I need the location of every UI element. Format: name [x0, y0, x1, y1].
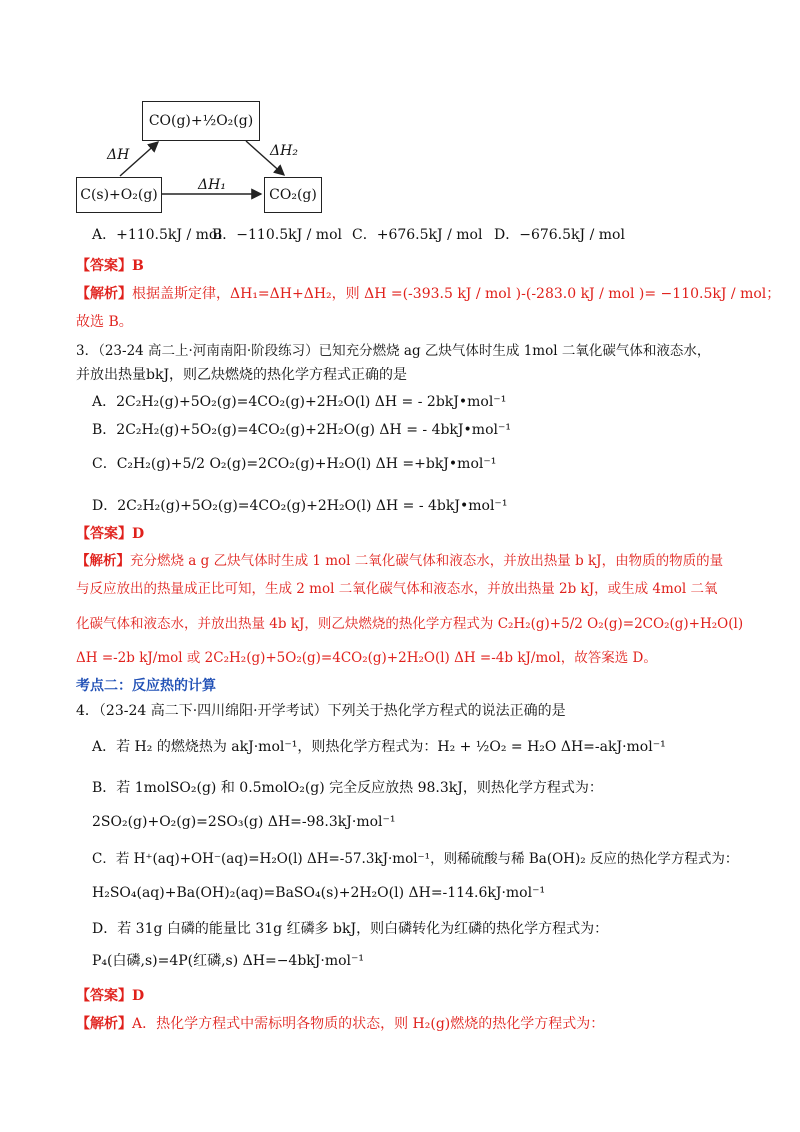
analysis-text: 根据盖斯定律，ΔH₁=ΔH+ΔH₂，则 ΔH =(-393.5 kJ / mol )-(-283.0 kJ / mol )= −110.5kJ / mol； — [132, 286, 781, 302]
analysis-text: 充分燃烧 a g 乙炔气体时生成 1 mol 二氧化碳气体和液态水，并放出热量 b kJ，由物质的物质的量 — [130, 553, 724, 569]
q4-option-b-line1: B．若 1molSO₂(g) 和 0.5molO₂(g) 完全反应放热 98.3kJ，则热化学方程式为： — [92, 780, 603, 796]
q2-option-a: A．+110.5kJ / mol — [92, 227, 222, 243]
q3-stem-line2: 并放出热量bkJ，则乙炔燃烧的热化学方程式正确的是 — [76, 367, 408, 383]
answer-value: D — [132, 526, 145, 542]
q4-answer — [76, 988, 144, 1005]
right-arrow-label: ΔH₂ — [270, 143, 298, 159]
q3-option-c: C．C₂H₂(g)+5/2 O₂(g)=2CO₂(g)+H₂O(l) ΔH =+bkJ•mol⁻¹ — [92, 456, 497, 472]
q2-option-d: D．−676.5kJ / mol — [494, 227, 625, 243]
right-box-label: CO₂(g) — [269, 187, 317, 203]
diagram-arrows — [0, 0, 800, 240]
q3-option-d: D．2C₂H₂(g)+5O₂(g)=4CO₂(g)+2H₂O(l) ΔH = - 4bkJ•mol⁻¹ — [92, 498, 508, 514]
q4-option-d-line1: D．若 31g 白磷的能量比 31g 红磷多 bkJ，则白磷转化为红磷的热化学方程式为： — [92, 921, 609, 937]
q3-option-b: B．2C₂H₂(g)+5O₂(g)=4CO₂(g)+2H₂O(g) ΔH = - 4bkJ•mol⁻¹ — [92, 422, 511, 438]
q4-stem: 4．（23-24 高二下·四川绵阳·开学考试）下列关于热化学方程式的说法正确的是 — [76, 703, 566, 719]
bottom-arrow-label: ΔH₁ — [198, 177, 226, 193]
q3-analysis-line3: 化碳气体和液态水，并放出热量 4b kJ，则乙炔燃烧的热化学方程式为 C₂H₂(g)+5/2 O₂(g)=2CO₂(g)+H₂O(l) — [76, 616, 744, 632]
q4-analysis — [76, 1016, 604, 1033]
analysis-tag: 【解析】 — [76, 1016, 132, 1032]
left-box-label: C(s)+O₂(g) — [80, 187, 158, 203]
answer-tag: 【答案】 — [76, 526, 132, 542]
q4-option-d-line2: P₄(白磷,s)=4P(红磷,s) ΔH=−4bkJ·mol⁻¹ — [92, 953, 365, 969]
answer-tag: 【答案】 — [76, 988, 132, 1004]
analysis-text: A．热化学方程式中需标明各物质的状态，则 H₂(g)燃烧的热化学方程式为： — [132, 1016, 605, 1032]
analysis-tag: 【解析】 — [76, 553, 130, 569]
answer-value: B — [132, 258, 144, 274]
analysis-tag: 【解析】 — [76, 286, 132, 302]
answer-tag: 【答案】 — [76, 258, 132, 274]
q3-analysis-line4: ΔH =-2b kJ/mol 或 2C₂H₂(g)+5O₂(g)=4CO₂(g)+2H₂O(l) ΔH =-4b kJ/mol，故答案选 D。 — [76, 650, 657, 666]
q4-option-b-line2: 2SO₂(g)+O₂(g)=2SO₃(g) ΔH=-98.3kJ·mol⁻¹ — [92, 814, 396, 830]
q3-analysis-line2: 与反应放出的热量成正比可知，生成 2 mol 二氧化碳气体和液态水，并放出热量 2b kJ，或生成 4mol 二氧 — [76, 581, 718, 597]
q4-option-c-line1: C．若 H⁺(aq)+OH⁻(aq)=H₂O(l) ΔH=-57.3kJ·mol⁻¹，则稀硫酸与稀 Ba(OH)₂ 反应的热化学方程式为： — [92, 851, 739, 867]
q2-option-b: B．−110.5kJ / mol — [212, 227, 342, 243]
q3-answer — [76, 526, 144, 543]
section-title: 考点二：反应热的计算 — [76, 678, 216, 694]
answer-value: D — [132, 988, 145, 1004]
q2-answer — [76, 258, 144, 275]
left-arrow-label: ΔH — [107, 147, 130, 163]
q4-option-c-line2: H₂SO₄(aq)+Ba(OH)₂(aq)=BaSO₄(s)+2H₂O(l) ΔH=-114.6kJ·mol⁻¹ — [92, 885, 546, 901]
q2-conclusion: 故选 B。 — [76, 314, 133, 330]
q3-stem-line1: 3．（23-24 高二上·河南南阳·阶段练习）已知充分燃烧 ag 乙炔气体时生成 1mol 二氧化碳气体和液态水， — [76, 343, 711, 359]
q2-analysis — [76, 286, 780, 303]
q3-analysis-line1 — [76, 553, 723, 569]
q4-option-a: A．若 H₂ 的燃烧热为 akJ·mol⁻¹，则热化学方程式为：H₂ + ½O₂ = H₂O ΔH=-akJ·mol⁻¹ — [92, 739, 666, 755]
q3-option-a: A．2C₂H₂(g)+5O₂(g)=4CO₂(g)+2H₂O(l) ΔH = - 2bkJ•mol⁻¹ — [92, 394, 507, 410]
q2-option-c: C．+676.5kJ / mol — [352, 227, 483, 243]
top-box-label: CO(g)+½O₂(g) — [148, 113, 254, 129]
